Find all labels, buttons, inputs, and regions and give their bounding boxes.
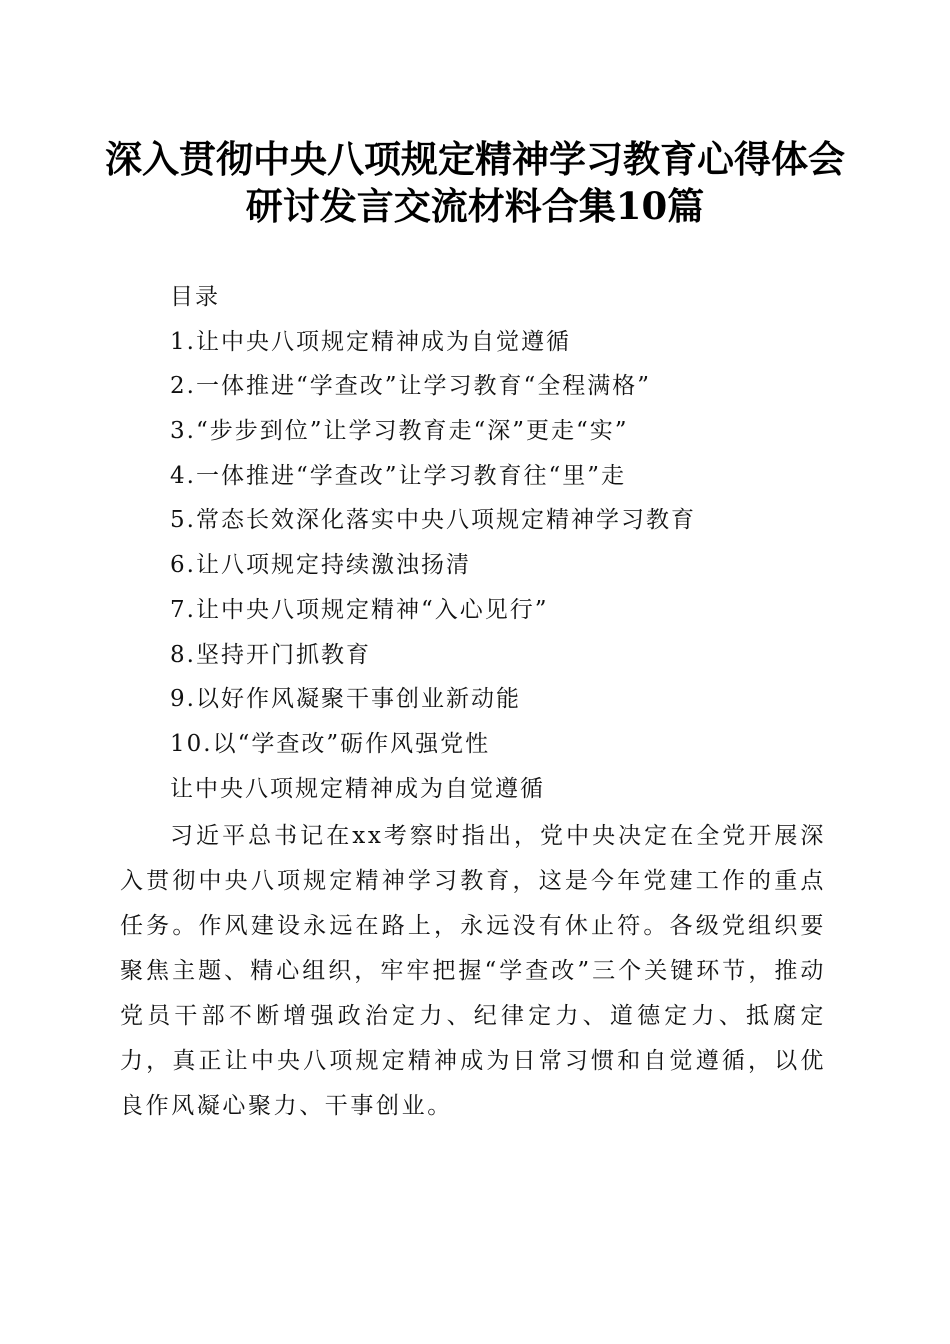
table-of-contents (170, 280, 870, 816)
toc-item: 7.让中央八项规定精神“入心见行” (170, 596, 549, 623)
document-title-line-2: 研讨发言交流材料合集10篇 (245, 184, 705, 228)
toc-heading: 目录 (170, 284, 220, 310)
toc-item: 1.让中央八项规定精神成为自觉遵循 (170, 328, 571, 355)
toc-item: 6.让八项规定持续激浊扬清 (170, 552, 471, 579)
toc-item: 10.以“学查改”砺作风强党性 (170, 730, 491, 757)
toc-item: 3.“步步到位”让学习教育走“深”更走“实” (170, 418, 629, 445)
section-heading: 让中央八项规定精神成为自觉遵循 (170, 775, 545, 802)
toc-item: 9.以好作风凝聚干事创业新动能 (170, 686, 521, 713)
body-paragraph: 习近平总书记在xx考察时指出，党中央决定在全党开展深入贯彻中央八项规定精神学习教育，这是今年党建工作的重点任务。作风建设永远在路上，永远没有休止符。各级党组织要聚焦主题、精心组织，牢牢把握“学查改”三个关键环节，推动党员干部不断增强政治定力、纪律定力、道德定力、抵腐定力，真正让中央八项规定精神成为日常习惯和自觉遵循，以优良作风凝心聚力、干事创业。 (120, 823, 826, 1119)
toc-item: 2.一体推进“学查改”让学习教育“全程满格” (170, 373, 651, 400)
toc-item: 8.坚持开门抓教育 (170, 641, 371, 668)
body-text (120, 814, 826, 1129)
toc-item: 4.一体推进“学查改”让学习教育往“里”走 (170, 462, 626, 489)
document-title-line-1: 深入贯彻中央八项规定精神学习教育心得体会 (105, 137, 845, 181)
toc-item: 5.常态长效深化落实中央八项规定精神学习教育 (170, 507, 696, 534)
